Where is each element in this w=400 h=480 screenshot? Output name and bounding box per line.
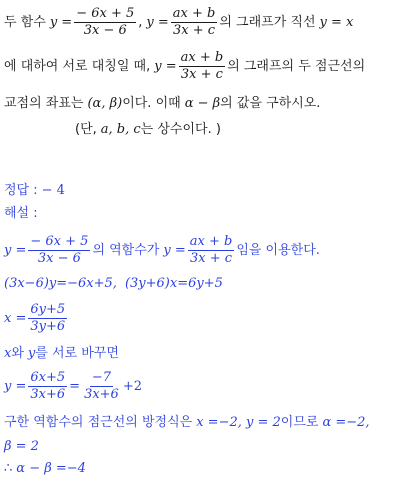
text: 두 함수	[4, 14, 46, 30]
denominator: 3x + c	[173, 23, 216, 38]
denominator: 3x+6	[30, 387, 66, 402]
math: α =−2,	[322, 415, 370, 430]
answer-value: − 4	[41, 183, 65, 198]
math: (α, β)	[87, 96, 123, 111]
text: (단,	[75, 122, 97, 137]
fraction	[171, 6, 218, 39]
numerator: ax + b	[172, 6, 216, 21]
math: (3x−6)y=−6x+5,	[4, 276, 117, 291]
numerator: ax + b	[189, 234, 233, 249]
answer-label: 정답 :	[4, 183, 38, 198]
solution-line-6	[4, 415, 370, 431]
text: 에 대하여 서로 대칭일 때,	[4, 58, 151, 74]
therefore-symbol: ∴	[4, 461, 13, 476]
denominator: 3x − 6	[83, 23, 127, 38]
solution-line-2	[4, 276, 223, 292]
math: y	[27, 346, 36, 361]
denominator: 3x + c	[180, 67, 223, 82]
math: x =−2, y = 2	[196, 415, 281, 430]
math: (3y+6)x=6y+5	[124, 276, 223, 291]
text: 임을 이용한다.	[236, 242, 320, 258]
fraction	[28, 370, 67, 403]
solution-line-3	[4, 302, 69, 335]
solution-line-1	[4, 234, 320, 267]
solution-line-5	[4, 370, 142, 403]
math: y =	[49, 14, 73, 30]
answer-line	[4, 183, 65, 199]
math: y =	[163, 242, 186, 258]
denominator: 3x+6	[84, 387, 119, 402]
math: y =	[154, 58, 177, 74]
fraction	[188, 234, 235, 267]
numerator: −7	[91, 370, 112, 385]
fraction	[28, 234, 90, 267]
math: +2	[122, 378, 143, 394]
math: y =	[4, 242, 27, 258]
numerator: − 6x + 5	[76, 6, 135, 21]
math: α − β =−4	[16, 461, 86, 476]
math: y =	[146, 14, 169, 30]
math: x	[4, 346, 12, 361]
problem-condition	[75, 122, 221, 138]
text: 의 역함수가	[92, 242, 160, 258]
math: a, b, c	[100, 122, 141, 137]
text: 이므로	[280, 415, 319, 430]
text: 교점의 좌표는	[4, 96, 84, 111]
text: 는 상수이다. )	[140, 122, 221, 137]
solution-line-4	[4, 346, 119, 362]
text: 를 서로 바꾸면	[35, 346, 119, 361]
text: 의 그래프의 두 점근선의	[227, 58, 366, 74]
solution-line-7	[4, 439, 39, 455]
denominator: 3y+6	[30, 319, 66, 334]
fraction	[82, 370, 121, 403]
solution-line-8	[4, 461, 86, 477]
math: y =	[4, 378, 27, 394]
solution-label	[4, 206, 38, 222]
math: =	[69, 378, 81, 394]
math: α − β	[184, 96, 221, 111]
numerator: 6y+5	[30, 302, 66, 317]
text: 이다. 이때	[122, 96, 181, 111]
denominator: 3x + c	[190, 251, 233, 266]
problem-line-2	[4, 50, 365, 83]
numerator: 6x+5	[30, 370, 66, 385]
text: 의 그래프가 직선	[219, 14, 316, 30]
problem-line-3	[4, 96, 320, 112]
numerator: ax + b	[180, 50, 224, 65]
comma: ,	[138, 14, 143, 30]
text: 와	[11, 346, 24, 361]
math: β = 2	[4, 439, 39, 454]
denominator: 3x − 6	[37, 251, 81, 266]
math: y = x	[319, 14, 354, 30]
problem-line-1	[4, 6, 353, 39]
text: 의 값을 구하시오.	[220, 96, 321, 111]
text: 구한 역함수의 점근선의 방정식은	[4, 415, 193, 430]
fraction	[28, 302, 67, 335]
math: x =	[4, 310, 27, 326]
numerator: − 6x + 5	[30, 234, 89, 249]
fraction	[74, 6, 136, 39]
text: 해설 :	[4, 206, 38, 221]
fraction	[179, 50, 226, 83]
